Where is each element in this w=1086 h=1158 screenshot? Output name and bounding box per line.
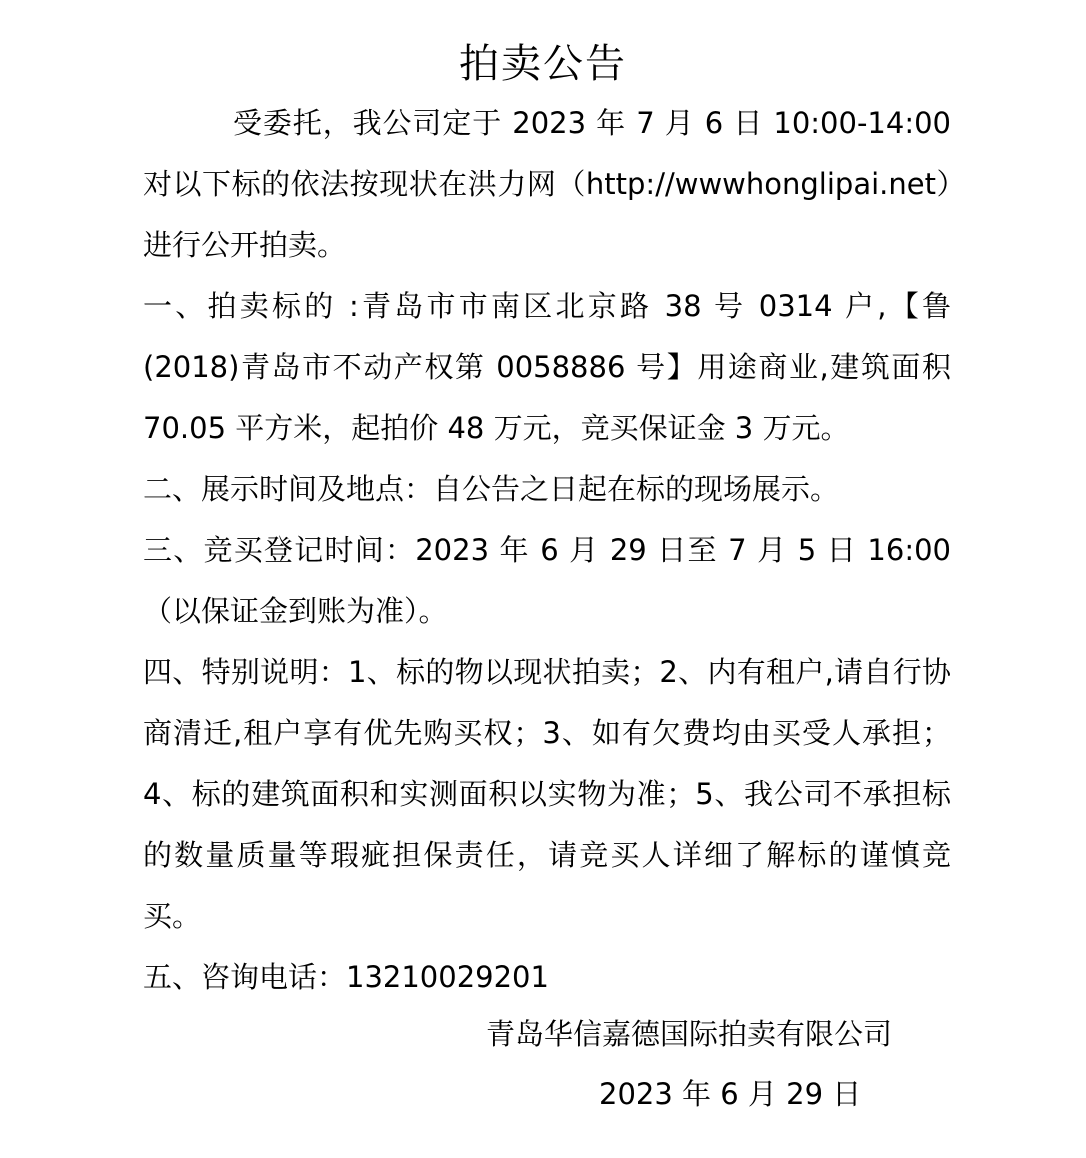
item-contact-phone: 五、咨询电话：13210029201: [143, 960, 549, 994]
notice-body: [143, 93, 951, 1008]
item-display-time-location: 二、展示时间及地点：自公告之日起在标的现场展示。: [143, 472, 840, 506]
notice-title: 拍卖公告: [459, 41, 627, 87]
company-signature: 青岛华信嘉德国际拍卖有限公司: [486, 1017, 893, 1051]
item-auction-subject: 一、拍卖标的 :青岛市市南区北京路 38 号 0314 户,【鲁(2018)青岛市不动产权第 0058886 号】用途商业,建筑面积 70.05 平方米，起拍价 48 万元，竞买保证金 3 万元。: [143, 289, 951, 445]
intro-paragraph: 受委托，我公司定于 2023 年 7 月 6 日 10:00-14:00 对以下标的依法按现状在洪力网（http://wwwhonglipai.net）进行公开拍卖。: [143, 106, 951, 262]
item-special-notes: 四、特别说明：1、标的物以现状拍卖；2、内有租户,请自行协商清迁,租户享有优先购买权；3、如有欠费均由买受人承担；4、标的建筑面积和实测面积以实物为准；5、我公司不承担标的数量质量等瑕疵担保责任，请竞买人详细了解标的谨慎竞买。: [143, 655, 951, 933]
notice-date: 2023 年 6 月 29 日: [599, 1077, 862, 1111]
item-registration-time: 三、竞买登记时间：2023 年 6 月 29 日至 7 月 5 日 16:00（以保证金到账为准）。: [143, 533, 951, 628]
